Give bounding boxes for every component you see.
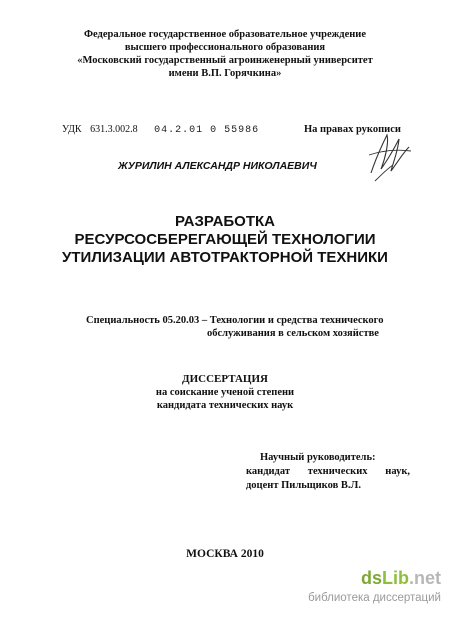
- supervisor-degree: кандидат технических наук,: [246, 466, 410, 477]
- logo-ds: ds: [360, 568, 382, 588]
- dslib-watermark[interactable]: [308, 568, 445, 616]
- specialty-line-1: Специальность 05.20.03 – Технологии и средства технического: [86, 315, 384, 326]
- logo-lib: Lib: [381, 568, 409, 588]
- specialty-line-2: обслуживания в сельском хозяйстве: [207, 328, 379, 339]
- author-name: ЖУРИЛИН АЛЕКСАНДР НИКОЛАЕВИЧ: [118, 160, 317, 172]
- manuscript-rights: На правах рукописи: [304, 124, 401, 135]
- institution-header: [40, 28, 410, 80]
- header-line-2: высшего профессионального образования: [124, 42, 326, 53]
- title-line-1: РАЗРАБОТКА: [174, 213, 276, 230]
- watermark-subtitle: библиотека диссертаций: [308, 592, 441, 604]
- logo-net: net: [414, 568, 441, 588]
- udk-label: УДК: [62, 124, 82, 135]
- handwritten-signature: [365, 125, 415, 185]
- degree-title: ДИССЕРТАЦИЯ: [182, 373, 268, 385]
- udk-line: [62, 124, 259, 136]
- udk-number: 631.3.002.8: [90, 124, 138, 135]
- header-line-4: имени В.П. Горячкина»: [168, 68, 282, 79]
- header-line-1: Федеральное государственное образовательное учреждение: [83, 29, 367, 40]
- dissertation-title: [40, 213, 410, 267]
- city-year: МОСКВА 2010: [186, 548, 264, 560]
- supervisor-block: [246, 451, 410, 493]
- logo-dot: .: [408, 568, 414, 588]
- registration-stamp: 04.2.01 0 55986: [154, 125, 260, 136]
- supervisor-name: доцент Пильщиков В.Л.: [246, 480, 361, 491]
- title-line-3: УТИЛИЗАЦИИ АВТОТРАКТОРНОЙ ТЕХНИКИ: [62, 249, 388, 266]
- degree-line-1: на соискание ученой степени: [155, 387, 295, 398]
- specialty: [86, 314, 406, 340]
- dslib-logo: [361, 568, 441, 589]
- degree-line-2: кандидата технических наук: [156, 400, 294, 411]
- supervisor-label: Научный руководитель:: [260, 452, 376, 463]
- degree-block: [100, 373, 350, 412]
- title-line-2: РЕСУРСОСБЕРЕГАЮЩЕЙ ТЕХНОЛОГИИ: [74, 231, 376, 248]
- header-line-3: «Московский государственный агроинженерный университет: [77, 55, 373, 66]
